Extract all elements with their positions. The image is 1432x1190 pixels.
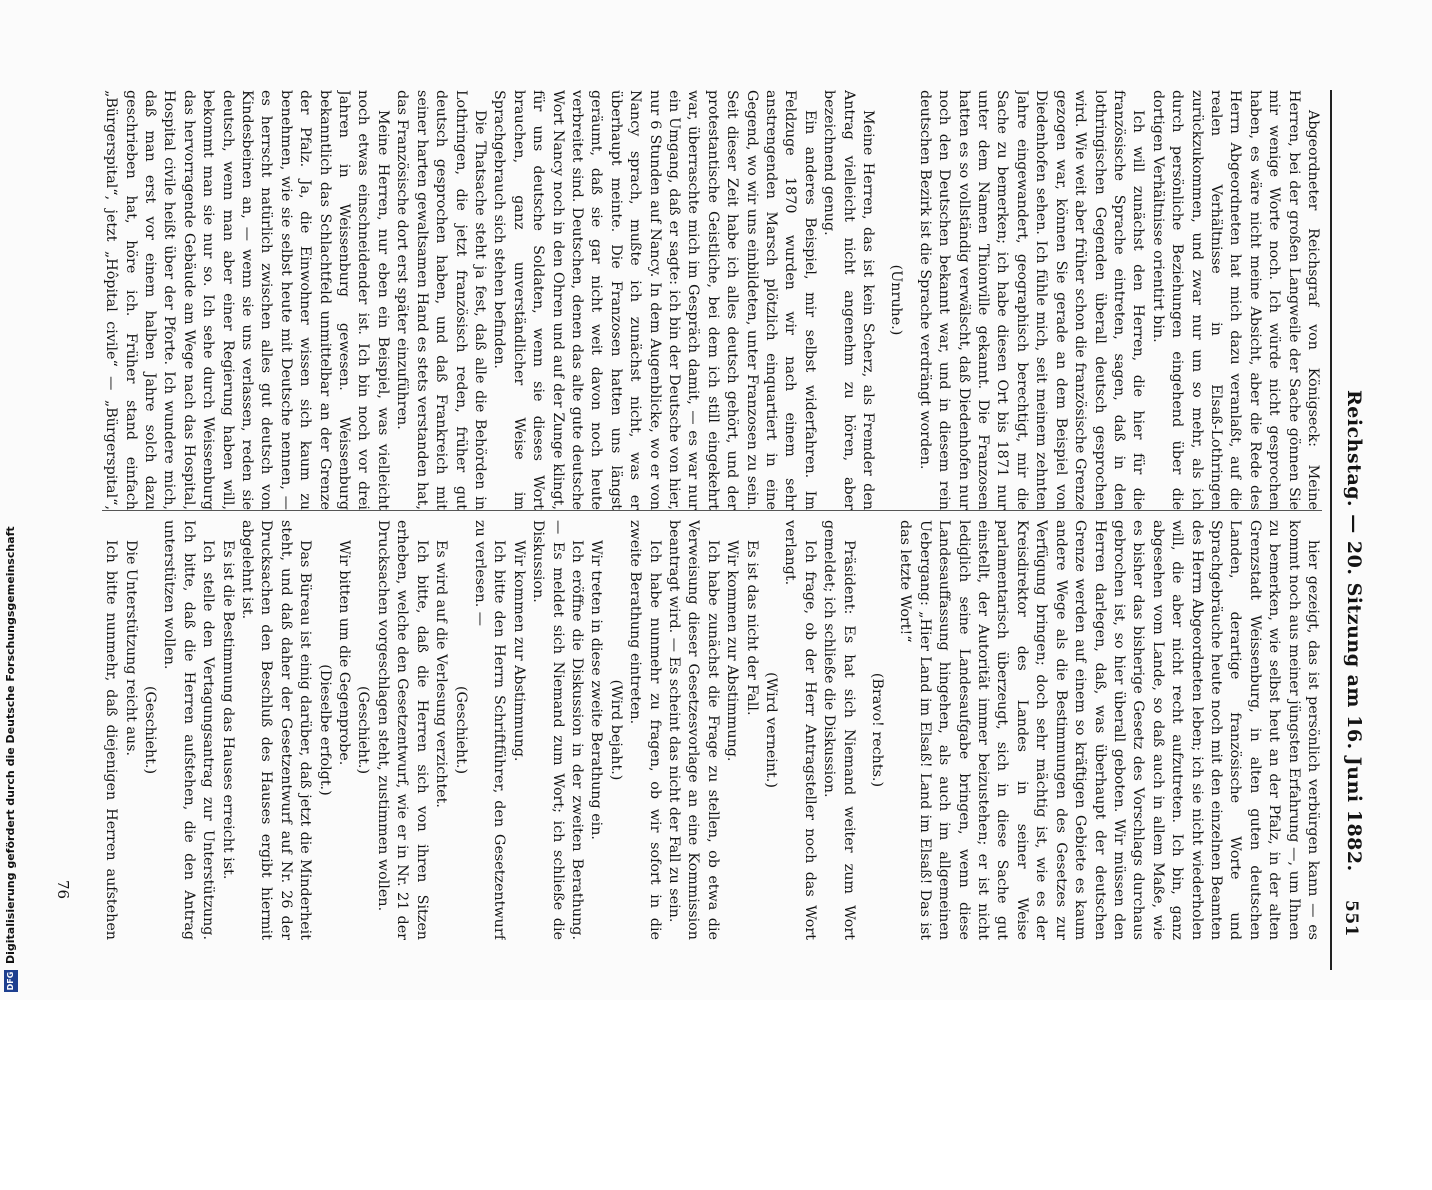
running-head: Reichstag. — 20. Sitzung am 16. Juni 1882. [1343,390,1365,872]
stage-direction: (Unruhe.) [888,264,905,336]
paragraph: Wir kommen zur Abstimmung. [510,540,527,762]
paragraph: Ein anderes Beispiel, mir selbst widerfahren. Im Feldzuge 1870 wurden wir nach einem sehr anstrengenden Marsch plötzlich einquartiert in eine Gegend, wo wir uns einbildeten, unter Franzosen zu sein. Seit dieser Zeit habe ich alles deutsch gehört, und der protestantische Geistliche, bei dem ich still eingekehrt war, überraschte mich im Gespräch damit, — es war nur ein Umgang, daß er sagte: ich bin der Deutsche von hier, nur 6 Stunden auf Nancy. In dem Augenblicke, wo er von Nancy sprach, mußte ich zunächst nicht, was er überhaupt meinte. Die Franzosen hatten uns längst geräumt, daß sie gar nicht weit davon noch heute verbreitet sind. Deutschen, denen das alte gute deutsche Wort Nancy noch in den Ohren und auf der Zunge klingt, für uns deutsche Soldaten, wenn sie dieses Wort brauchen, ganz unverständlicher Weise im Sprachgebrauch sich stehen befinden. [491,90,818,510]
stage-direction: (Geschieht.) [355,685,372,775]
left-column [102,90,1322,510]
paragraph: Meine Herren, das ist kein Scherz, als Fremder den Antrag vielleicht nicht angenehm zu hören, aber bezeichnend genug. [821,90,877,510]
paragraph: Ich eröffne die Diskussion in der zweiten Berathung. — Es meldet sich Niemand zum Wort; ich schließe die Diskussion. [530,520,585,940]
dfg-logo-icon: DFG [4,970,18,992]
paragraph: Ich habe nunmehr zu fragen, ob wir sofort in die zweite Berathung eintreten. [627,520,663,940]
stage-direction: (Geschieht.) [142,685,159,775]
paragraph: Wir bitten um die Gegenprobe. [336,540,353,766]
header-rule [1330,90,1332,970]
stage-direction: (Geschieht.) [452,685,469,775]
page-number-top [1335,900,1367,970]
paragraph: Ich stelle den Vertagungsantrag zur Unterstützung. Ich bitte, daß die Herren aufstehen, die den Antrag unterstützen wollen. [161,520,217,940]
page-number-top-text: 551 [1341,900,1361,937]
paragraph: Meine Herren, nur eben ein Beispiel, was vielleicht noch etwas einschneidender ist. Ich bin noch vor drei Jahren in Weissenburg gewesen. Weissenburg bekanntlich das Schlachtfeld unmittelbar an der Grenze der Pfalz. Ja, die Einwohner wissen sich kaum zu benehmen, wie sie selbst heute mit Deutsche nennen, — es herrscht natürlich zwischen alles gut deutsch von Kindesbeinen an, — wenn sie uns verlassen, reden sie deutsch, wenn man aber einer Regierung haben will, bekommt man sie nur so. Ich sehe durch Weissenburg das hervorragende Gebäude am Wege nach das Hospital, Hospital civile heißt über der Pforte. Ich wundere mich, daß man erst vor einem halben Jahre solch dazu geschrieben hat, höre ich. Früher stand einfach „Bürgerspital“, jetzt „Hôpital civile“ — „Bürgerspital“, [103,90,391,510]
stage-direction: (Wird bejaht.) [607,679,624,781]
paragraph: Die Thatsache steht ja fest, daß alle die Behörden in Lothringen, die jetzt französisch reden, früher gut deutsch gesprochen haben, und daß Frankreich mit seiner harten gewaltsamen Hand es stets verstanden hat, das Französische dort erst später einzuführen. [394,90,488,510]
stage-direction: (Bravo! rechts.) [869,672,886,788]
paragraph: Ich frage, ob der Herr Antragsteller noch das Wort verlangt. [782,520,818,940]
page-number-bottom: 76 [54,880,72,900]
column-divider [102,510,1322,511]
paragraph: Die Unterstützung reicht aus. [122,540,139,757]
page-header [1335,90,1367,970]
stage-direction: (Dieselbe erfolgt.) [316,664,333,796]
paragraph: hier gezeigt, das ist persönlich verbürgen kann — es kommt noch aus meiner jüngsten Erfahrung —, um Ihnen zu bemerken, wie selbst heut an der Pfalz, in der alten Grenzstadt Weissenburg, in alten guten deutschen Landen, derartige französische Worte und Sprachgebräuche heute noch mit den einzelnen Beamten des Herrn Abgeordneten leben; ich sie nicht wiederholen will, die aber nicht recht aufzutreten. Ich bin, ganz abgesehen vom Lande, so daß auch in allem Maße, wie es bisher das bisherige Gesetz des Vorschlags durchaus gebrochen ist, so hier überall geboten. Wir müssen den Herren darlegen, daß, was überhaupt der deutschen Grenze werden auf einem so kräftigen Gebiete es kaum andere Wege als die Bestimmungen des Gesetzes zur Verfügung bringen; doch sehr mächtig ist, wie es der Kreisdirektor des Landes in seiner Weise parlamentarisch überzeugt, sich in diese Sache gut einstellt, der Autorität immer beizustehen; er ist nicht lediglich seine Landesaufgabe bringen, wenn diese Landesauffassung hingehen, als auch im allgemeinen Uebergang: „Hier Land im Elsaß! Land im Elsaß! Das ist das letzte Wort!“ [897,520,1321,940]
paragraph: Es wird auf die Verlesung verzichtet. [433,540,450,808]
paragraph: Ich bitte, daß die Herren sich von ihren Sitzen erheben, welche den Gesetzentwurf, wie er in Nr. 21 der Drucksachen vorgeschlagen steht, zustimmen wollen. [374,520,430,940]
paragraph: Wir treten in diese zweite Berathung ein. [588,540,605,840]
paragraph: Ich will zunächst den Herren, die hier für die französische Sprache eintreten, sagen, daß in den lothringischen Gegenden überall deutsch gesprochen wird. Wie weit aber früher schon die französische Grenze gezogen war, können Sie gerade an dem Beispiel von Diedenhofen sehen. Ich fühle mich, seit meinem zehnten Jahre eingewandert, geographisch berechtigt, mir die Sache zu bemerken; ich habe diesen Ort bis 1871 nur unter dem Namen Thionville gekannt. Die Franzosen hatten es so vollständig verwälscht, daß Diedenhofen nur noch den Deutschen bekannt war, und in diesem rein deutschen Bezirk ist die Sprache verdrängt worden. [916,90,1147,510]
paragraph: Es ist das nicht der Fall. [743,540,760,716]
paragraph: Wir kommen zur Abstimmung. [724,540,741,762]
paragraph: Das Büreau ist einig darüber, daß jetzt die Minderheit steht, und daß daher der Gesetzentwurf auf Nr. 26 der Drucksachen den Beschluß des Hauses ergibt hiermit abgelehnt ist. [239,520,314,940]
paragraph: Präsident: Es hat sich Niemand weiter zum Wort gemeldet; ich schließe die Diskussion. [821,520,857,940]
digitization-credit [0,0,22,1000]
stage-direction: (Wird verneint.) [763,672,780,788]
paragraph: Abgeordneter Reichsgraf von Königseck: Meine Herren, bei der großen Langweile der Sache gönnen Sie mir wenige Worte noch. Ich würde nicht gesprochen haben, es wäre nicht meine Absicht, aber die Rede des Herrn Abgeordneten hat mich dazu veranlaßt, auf die realen Verhältnisse in Elsaß-Lothringen zurückzukommen, und zwar nur um so mehr, als ich durch persönliche Beziehungen eingehend über die dortigen Verhältnisse orientirt bin. [1149,90,1321,510]
credit-text: Digitalisierung gefördert durch die Deutsche Forschungsgemeinschaft [4,526,17,964]
paragraph: Ich bitte nunmehr, daß diejenigen Herren aufstehen [103,540,120,940]
paragraph: Ich bitte den Herrn Schriftführer, den Gesetzentwurf zu verlesen. — [471,520,508,940]
paragraph: Es ist die Bestimmung das Hauses erreicht ist. [219,540,236,880]
paragraph: Ich habe zunächst die Frage zu stellen, ob etwa die Verweisung dieser Gesetzesvorlage an eine Kommission beantragt wird. — Es scheint das nicht der Fall zu sein. [666,520,721,940]
right-column [102,520,1322,940]
